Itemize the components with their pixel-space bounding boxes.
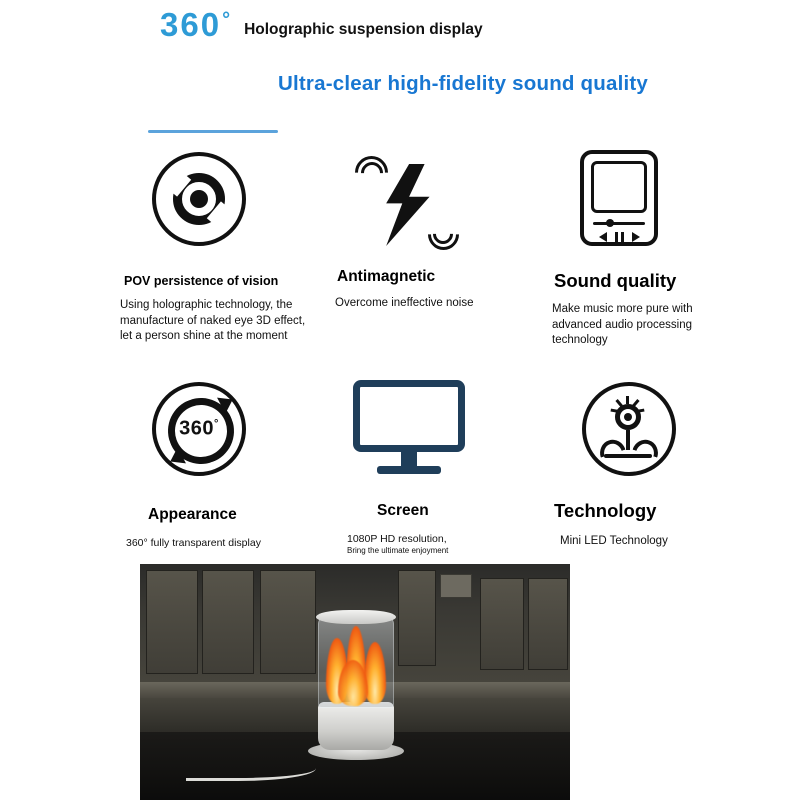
feature-item-appearance — [120, 380, 330, 550]
feature-item-antimagnetic — [335, 150, 535, 312]
feature-desc: Overcome ineffective noise — [335, 297, 474, 309]
photo-cabinet — [528, 578, 568, 670]
feature-item-screen — [335, 380, 545, 556]
feature-desc: Using holographic technology, the manufacture of naked eye 3D effect, let a person shine at the moment — [120, 299, 306, 343]
led-plant-bulb-icon — [552, 382, 762, 492]
feature-desc: Mini LED Technology — [560, 535, 668, 547]
photo-cabinet — [480, 578, 524, 670]
rotation-360-icon: 360° — [120, 382, 330, 492]
feature-desc: 360° fully transparent display — [126, 537, 261, 549]
music-player-icon — [552, 150, 762, 260]
feature-item-technology — [552, 380, 762, 550]
badge-number: 360 — [160, 6, 222, 43]
feature-title: Appearance — [148, 506, 237, 523]
photo-cabinet — [202, 570, 254, 674]
feature-desc: 1080P HD resolution, — [347, 533, 447, 545]
feature-desc-secondary: Bring the ultimate enjoyment — [347, 546, 449, 556]
antimagnetic-bolt-icon — [335, 150, 535, 260]
title-row — [160, 8, 483, 42]
monitor-screen-icon — [335, 380, 545, 490]
divider-rule — [148, 130, 278, 133]
feature-title: Technology — [554, 500, 657, 521]
feature-title: Screen — [377, 502, 429, 519]
device-body — [318, 702, 394, 750]
feature-title: Antimagnetic — [337, 268, 436, 285]
feature-item-pov — [120, 150, 330, 345]
photo-cabinet — [398, 570, 436, 666]
feature-title: POV persistence of vision — [124, 274, 279, 288]
pov-target-icon — [120, 152, 330, 262]
feature-title: Sound quality — [554, 270, 677, 291]
feature-item-sound-quality — [552, 150, 762, 349]
page-headline: Ultra-clear high-fidelity sound quality — [278, 72, 649, 95]
degree-symbol: ° — [222, 9, 231, 31]
device-top-cap — [316, 610, 396, 624]
photo-cabinet — [146, 570, 198, 674]
photo-cabinet — [260, 570, 316, 674]
product-photo — [140, 564, 570, 800]
feature-desc: Make music more pure with advanced audio processing technology — [552, 303, 693, 347]
photo-wall-switch — [440, 574, 472, 598]
badge-text: Holographic suspension display — [244, 21, 483, 38]
